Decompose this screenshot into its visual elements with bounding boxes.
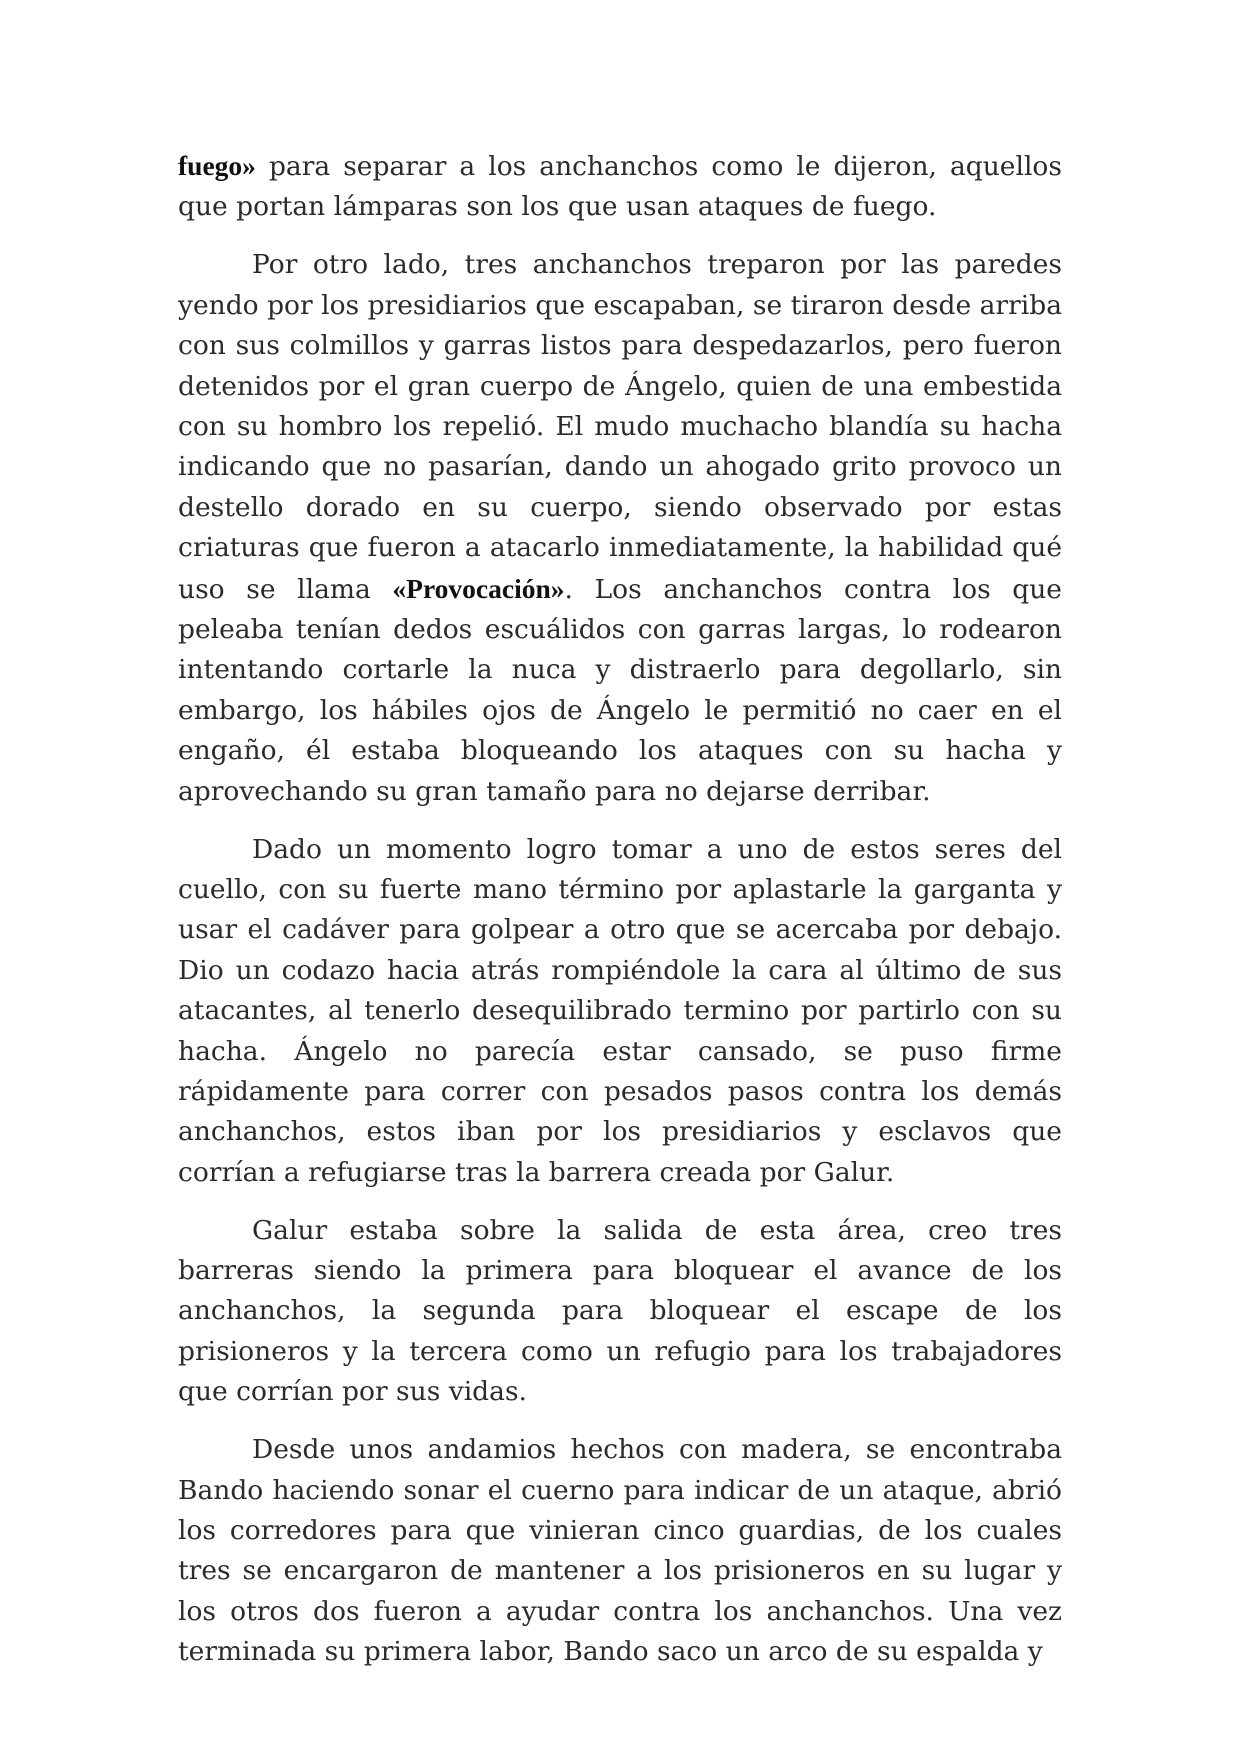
paragraph-2 bbox=[178, 245, 1062, 812]
skill-name: fuego» bbox=[178, 150, 256, 181]
paragraph-text: . Los anchanchos contra los que peleaba tenían dedos escuálidos con garras largas, lo rodearon intentando cortarle la nuca y distraerlo para degollarlo, sin embargo, los hábiles ojos de Ángelo le permitió no caer en el engaño, él estaba bloqueando los ataques con su hacha y aprovechando su gran tamaño para no dejarse derribar. bbox=[178, 573, 1062, 807]
body-text bbox=[178, 146, 1062, 1690]
skill-name: «Provocación» bbox=[392, 572, 565, 604]
paragraph-4: Galur estaba sobre la salida de esta área, creo tres barreras siendo la primera para bloquear el avance de los anchanchos, la segunda para bloquear el escape de los prisioneros y la tercera como un refugio para los trabajadores que corrían por sus vidas. bbox=[178, 1214, 1062, 1408]
paragraph-text: para separar a los anchanchos como le dijeron, aquellos que portan lámparas son los que usan ataques de fuego. bbox=[178, 151, 1062, 223]
paragraph-3: Dado un momento logro tomar a uno de estos seres del cuello, con su fuerte mano término por aplastarle la garganta y usar el cadáver para golpear a otro que se acercaba por debajo. Dio un codazo hacia atrás rompiéndole la cara al último de sus atacantes, al tenerlo desequilibrado termino por partirlo con su hacha. Ángelo no parecía estar cansado, se puso firme rápidamente para correr con pesados pasos contra los demás anchanchos, estos iban por los presidiarios y esclavos que corrían a refugiarse tras la barrera creada por Galur. bbox=[178, 833, 1062, 1188]
paragraph-text: Por otro lado, tres anchanchos treparon por las paredes yendo por los presidiarios que escapaban, se tiraron desde arriba con sus colmillos y garras listos para despedazarlos, pero fueron detenidos por el gran cuerpo de Ángelo, quien de una embestida con su hombro los repelió. El mudo muchacho blandía su hacha indicando que no pasarían, dando un ahogado grito provoco un destello dorado en su cuerpo, siendo observado por estas criaturas que fueron a atacarlo inmediatamente, la habilidad qué uso se llama bbox=[178, 249, 1062, 605]
paragraph-1 bbox=[178, 146, 1062, 228]
paragraph-5: Desde unos andamios hechos con madera, se encontraba Bando haciendo sonar el cuerno para indicar de un ataque, abrió los corredores para que vinieran cinco guardias, de los cuales tres se encargaron de mantener a los prisioneros en su lugar y los otros dos fueron a ayudar contra los anchanchos. Una vez terminada su primera labor, Bando saco un arco de su espalda y bbox=[178, 1434, 1062, 1668]
